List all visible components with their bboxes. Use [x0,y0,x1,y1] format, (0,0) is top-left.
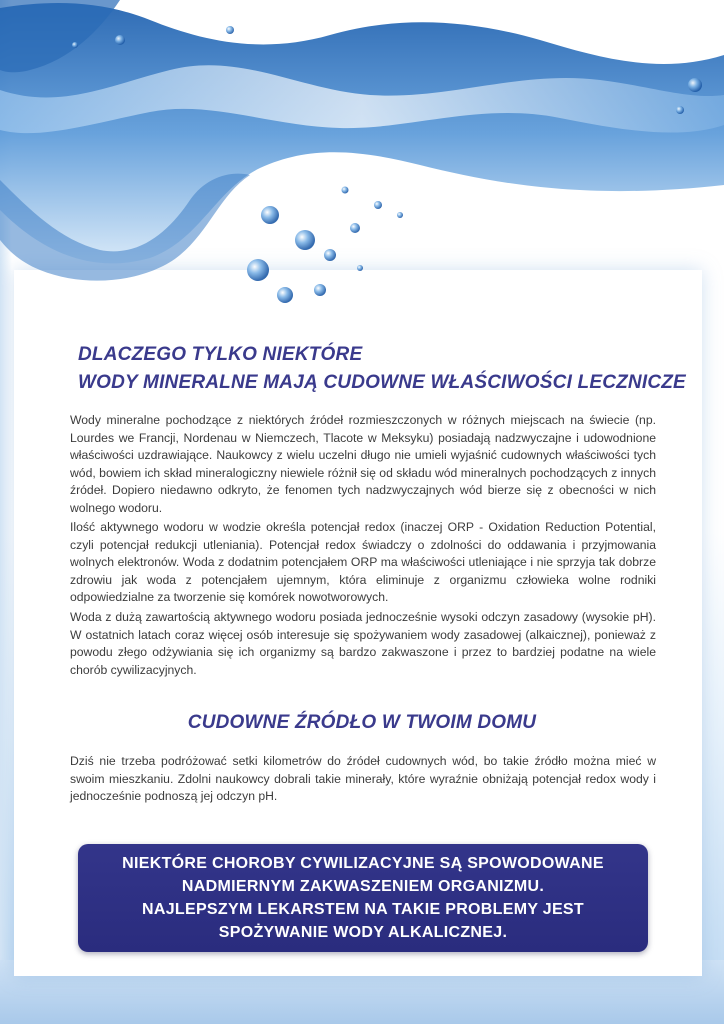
headline-line-2: WODY MINERALNE MAJĄ CUDOWNE WŁAŚCIWOŚCI LECZNICZE [78,372,686,393]
callout-line-4: SPOŻYWANIE WODY ALKALICZNEJ. [218,924,508,941]
paragraph-2: Ilość aktywnego wodoru w wodzie określa potencjał redox (inaczej ORP - Oxidation Reduction Potential, czyli potencjał redukcji utleniania). Potencjał redox świadczy o zdolności do oddawania i przyjmowania wolnych elektronów. Woda z dodatnim potencjałem ORP ma właściwości utleniające i nie sprzyja tak dobrze zdrowiu jak woda z potencjałem ujemnym, która eliminuje z organizmu człowieka wolne rodniki odpowiedzialne za tworzenie się komórek nowotworowych. [70,520,656,605]
headline-line-1: DLACZEGO TYLKO NIEKTÓRE [78,344,363,365]
water-splash-image [0,0,724,330]
water-wave-main [0,3,724,263]
section-2-paragraph: Dziś nie trzeba podróżować setki kilometrów do źródeł cudownych wód, bo takie źródło można mieć w swoim mieszkaniu. Zdolni naukowcy dobrali takie minerały, które wyraźnie obniżają potencjał redox wody i jednocześnie podnoszą jej odczyn pH. [70,754,656,804]
paragraph-3: Woda z dużą zawartością aktywnego wodoru posiada jednocześnie wysoki odczyn zasadowy (wysokie pH). W ostatnich latach coraz więcej osób interesuje się spożywaniem wody zasadowej (alkaicznej), ponieważ z powodu złego odżywiania się ich organizmy są bardzo zakwaszone i przez to bardziej podatne na wiele chorób cywilizacyjnych. [70,610,656,677]
callout-line-3: NAJLEPSZYM LEKARSTEM NA TAKIE PROBLEMY JEST [142,901,584,918]
callout-line-1: NIEKTÓRE CHOROBY CYWILIZACYJNE SĄ SPOWODOWANE [122,855,604,872]
callout-box [78,844,648,952]
paragraph-1: Wody mineralne pochodzące z niektórych źródeł rozmieszczonych w różnych miejscach na świecie (np. Lourdes we Francji, Nordenau w Niemczech, Tlacote w Meksyku) posiadają nadzwyczajne i udowodnione właściwości uzdrawiające. Naukowcy z wielu uczelni długo nie umieli wyjaśnić cudownych właściwości tych wód, bowiem ich skład mineralogiczny niewiele różnił się od składu wód mineralnych pochodzących z innych źródeł. Dopiero niedawno odkryto, że fenomen tych nadzwyczajnych wód bierze się z obecności w nich wolnego wodoru. [70,413,656,515]
callout-line-2: NADMIERNYM ZAKWASZENIEM ORGANIZMU. [181,878,545,895]
section-2-heading: CUDOWNE ŹRÓDŁO W TWOIM DOMU [187,712,537,733]
